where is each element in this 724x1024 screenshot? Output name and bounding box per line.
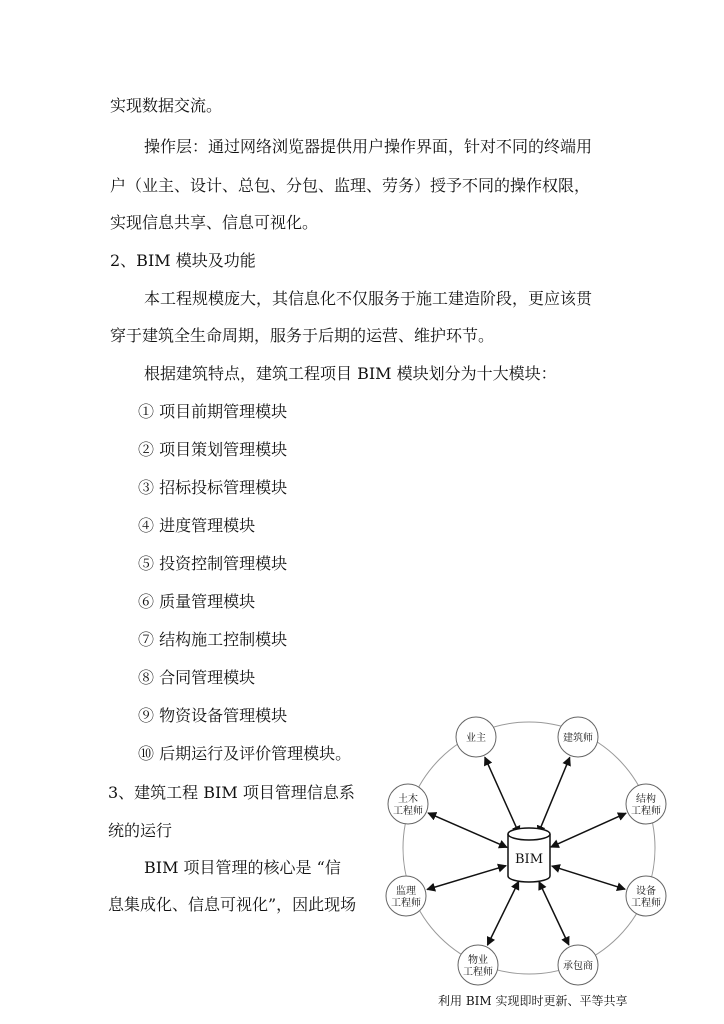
node-label: 土木 <box>398 794 418 805</box>
diagram-caption: 利用 BIM 实现即时更新、平等共享 <box>438 994 628 1008</box>
arrow-equipment-engineer <box>552 866 625 889</box>
arrow-civil-engineer <box>428 813 507 847</box>
section-heading: 3、建筑工程 BIM 项目管理信息系 <box>108 783 355 802</box>
node-label: 工程师 <box>631 898 661 909</box>
module-item: ② 项目策划管理模块 <box>138 440 288 459</box>
paragraph-line: BIM 项目管理的核心是 “信 <box>144 858 341 877</box>
paragraph-line: 操作层：通过网络浏览器提供用户操作界面，针对不同的终端用 <box>144 137 593 156</box>
node-contractor <box>558 945 598 985</box>
bim-diagram <box>382 712 682 988</box>
arrow-property-engineer <box>487 881 518 945</box>
node-label: 工程师 <box>631 806 661 817</box>
bim-label: BIM <box>515 852 543 867</box>
node-structural-engineer <box>626 784 666 824</box>
module-item: ⑩ 后期运行及评价管理模块。 <box>138 744 352 763</box>
paragraph-line: 实现数据交流。 <box>110 96 223 115</box>
bim-database <box>508 828 550 882</box>
node-owner <box>456 717 496 757</box>
arrow-owner <box>485 757 520 834</box>
paragraph-line: 根据建筑特点，建筑工程项目 BIM 模块划分为十大模块： <box>144 364 557 383</box>
paragraph-line: 本工程规模庞大，其信息化不仅服务于施工建造阶段，更应该贯 <box>144 289 593 308</box>
node-label: 结构 <box>636 794 656 805</box>
paragraph-line: 息集成化、信息可视化”，因此现场 <box>108 895 357 914</box>
node-civil-engineer <box>388 784 428 824</box>
node-label: 监理 <box>396 886 416 897</box>
paragraph-line: 统的运行 <box>108 821 173 840</box>
arrow-contractor <box>539 882 569 945</box>
node-label: 工程师 <box>393 806 423 817</box>
module-item: ⑦ 结构施工控制模块 <box>138 630 288 649</box>
node-label: 工程师 <box>463 967 493 978</box>
module-item: ⑧ 合同管理模块 <box>138 668 256 687</box>
node-label: 设备 <box>636 886 656 897</box>
node-property-engineer <box>458 945 498 985</box>
module-item: ⑤ 投资控制管理模块 <box>138 554 288 573</box>
node-supervision-engineer <box>386 876 426 916</box>
paragraph-line: 实现信息共享、信息可视化。 <box>110 213 319 232</box>
arrow-supervision-engineer <box>427 866 506 890</box>
module-item: ④ 进度管理模块 <box>138 516 256 535</box>
module-item: ⑥ 质量管理模块 <box>138 592 256 611</box>
node-label: 工程师 <box>391 898 421 909</box>
module-item: ⑨ 物资设备管理模块 <box>138 706 288 725</box>
node-label: 承包商 <box>563 961 593 972</box>
paragraph-line: 户（业主、设计、总包、分包、监理、劳务）授予不同的操作权限， <box>110 176 591 195</box>
paragraph-line: 穿于建筑全生命周期，服务于后期的运营、维护环节。 <box>110 326 495 345</box>
node-architect <box>558 717 598 757</box>
node-equipment-engineer <box>626 876 666 916</box>
module-item: ① 项目前期管理模块 <box>138 402 288 421</box>
arrow-architect <box>538 757 570 834</box>
arrow-structural-engineer <box>551 813 626 847</box>
section-heading: 2、BIM 模块及功能 <box>110 251 256 270</box>
node-label: 业主 <box>466 733 486 744</box>
node-label: 建筑师 <box>563 733 593 744</box>
node-label: 物业 <box>468 955 488 966</box>
module-item: ③ 招标投标管理模块 <box>138 478 288 497</box>
